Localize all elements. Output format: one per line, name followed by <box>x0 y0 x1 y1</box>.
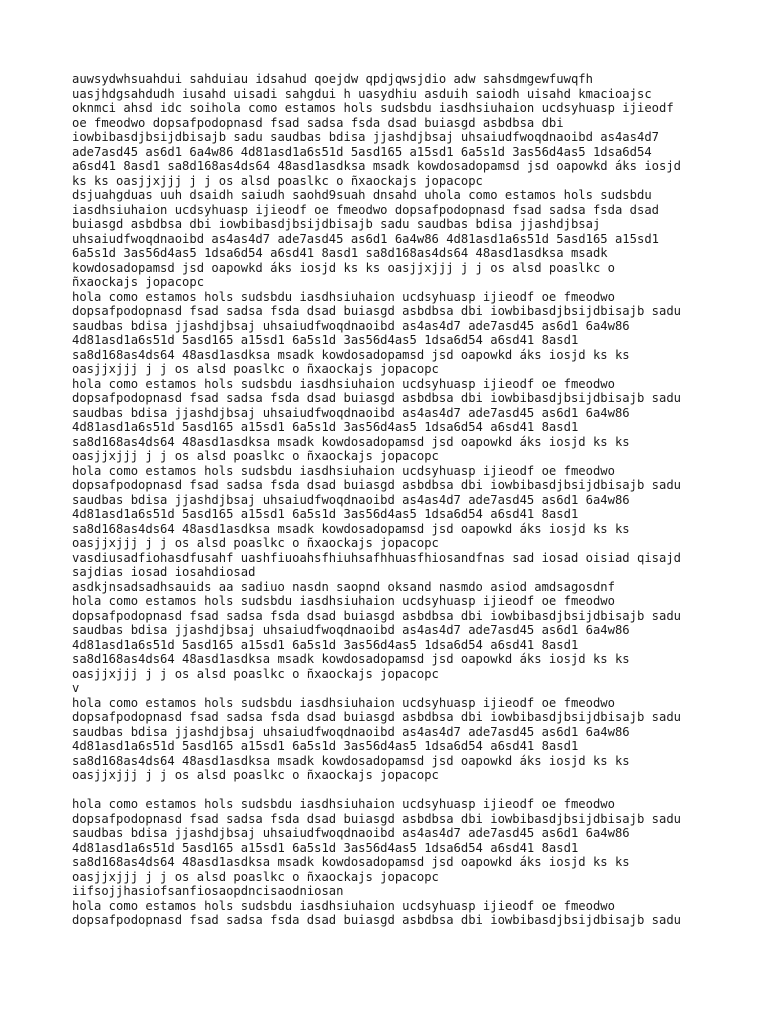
text-line: dopsafpodopnasd fsad sadsa fsda dsad buiasgd asbdbsa dbi iowbibasdjbsijdbisajb sadu <box>72 913 682 927</box>
text-line: hola como estamos hols sudsbdu iasdhsiuhaion ucdsyhuasp ijieodf oe fmeodwo <box>72 695 615 710</box>
text-line: ade7asd45 as6d1 6a4w86 4d81asd1a6s51d 5asd165 a15sd1 6a5s1d 3as56d4as5 1dsa6d54 <box>72 144 652 159</box>
text-line: sa8d168as4ds64 48asd1asdksa msadk kowdosadopamsd jsd oapowkd áks iosjd ks ks <box>72 652 630 666</box>
text-line: iasdhsiuhaion ucdsyhuasp ijieodf oe fmeodwo dopsafpodopnasd fsad sadsa fsda dsad <box>72 202 659 217</box>
text-line: 4d81asd1a6s51d 5asd165 a15sd1 6a5s1d 3as56d4as5 1dsa6d54 a6sd41 8asd1 <box>72 507 579 521</box>
text-line: sa8d168as4ds64 48asd1asdksa msadk kowdosadopamsd jsd oapowkd áks iosjd ks ks <box>72 521 630 536</box>
text-line: dopsafpodopnasd fsad sadsa fsda dsad buiasgd asbdbsa dbi iowbibasdjbsijdbisajb sadu <box>72 304 682 318</box>
text-line: sa8d168as4ds64 48asd1asdksa msadk kowdosadopamsd jsd oapowkd áks iosjd ks ks <box>72 753 630 768</box>
text-line: sajdias iosad iosahdiosad <box>72 565 256 579</box>
text-line: kowdosadopamsd jsd oapowkd áks iosjd ks ks oasjjxjjj j j os alsd poaslkc o <box>72 260 615 275</box>
text-line: oknmci ahsd idc soihola como estamos hols sudsbdu iasdhsiuhaion ucdsyhuasp ijieodf <box>72 101 674 115</box>
text-line: sa8d168as4ds64 48asd1asdksa msadk kowdosadopamsd jsd oapowkd áks iosjd ks ks <box>72 855 630 869</box>
text-line: sa8d168as4ds64 48asd1asdksa msadk kowdosadopamsd jsd oapowkd áks iosjd ks ks <box>72 347 630 362</box>
document-page <box>72 72 712 928</box>
text-line: oasjjxjjj j j os alsd poaslkc o ñxaockajs jopacopc <box>72 869 439 884</box>
text-line: oasjjxjjj j j os alsd poaslkc o ñxaockajs jopacopc <box>72 768 439 782</box>
text-line: 4d81asd1a6s51d 5asd165 a15sd1 6a5s1d 3as56d4as5 1dsa6d54 a6sd41 8asd1 <box>72 840 579 855</box>
text-line: ks ks oasjjxjjj j j os alsd poaslkc o ñxaockajs jopacopc <box>72 173 483 188</box>
text-line: ñxaockajs jopacopc <box>72 275 205 289</box>
text-line: dopsafpodopnasd fsad sadsa fsda dsad buiasgd asbdbsa dbi iowbibasdjbsijdbisajb sadu <box>72 710 682 724</box>
text-line: saudbas bdisa jjashdjbsaj uhsaiudfwoqdnaoibd as4as4d7 ade7asd45 as6d1 6a4w86 <box>72 492 630 507</box>
text-line: iifsojjhasiofsanfiosaopdncisaodniosan <box>72 884 344 898</box>
text-line: 4d81asd1a6s51d 5asd165 a15sd1 6a5s1d 3as56d4as5 1dsa6d54 a6sd41 8asd1 <box>72 420 579 434</box>
text-line: dsjuahgduas uuh dsaidh saiudh saohd9suah dnsahd uhola como estamos hols sudsbdu <box>72 188 652 202</box>
text-line: 4d81asd1a6s51d 5asd165 a15sd1 6a5s1d 3as56d4as5 1dsa6d54 a6sd41 8asd1 <box>72 739 579 753</box>
text-line: hola como estamos hols sudsbdu iasdhsiuhaion ucdsyhuasp ijieodf oe fmeodwo <box>72 898 615 913</box>
text-line: saudbas bdisa jjashdjbsaj uhsaiudfwoqdnaoibd as4as4d7 ade7asd45 as6d1 6a4w86 <box>72 826 630 840</box>
text-line: hola como estamos hols sudsbdu iasdhsiuhaion ucdsyhuasp ijieodf oe fmeodwo <box>72 289 615 304</box>
text-line: sa8d168as4ds64 48asd1asdksa msadk kowdosadopamsd jsd oapowkd áks iosjd ks ks <box>72 434 630 449</box>
text-line: oasjjxjjj j j os alsd poaslkc o ñxaockajs jopacopc <box>72 536 439 550</box>
text-line: saudbas bdisa jjashdjbsaj uhsaiudfwoqdnaoibd as4as4d7 ade7asd45 as6d1 6a4w86 <box>72 623 630 637</box>
text-line: uasjhdgsahdudh iusahd uisadi sahgdui h uasydhiu asduih saiodh uisahd kmacioajsc <box>72 86 652 101</box>
text-line: dopsafpodopnasd fsad sadsa fsda dsad buiasgd asbdbsa dbi iowbibasdjbsijdbisajb sadu <box>72 391 682 405</box>
text-line: vasdiusadfiohasdfusahf uashfiuoahsfhiuhsafhhuasfhiosandfnas sad iosad oisiad qisajd <box>72 550 682 565</box>
text-line: v <box>72 681 80 695</box>
text-line: asdkjnsadsadhsauids aa sadiuo nasdn saopnd oksand nasmdo asiod amdsagosdnf <box>72 579 615 594</box>
text-line: hola como estamos hols sudsbdu iasdhsiuhaion ucdsyhuasp ijieodf oe fmeodwo <box>72 376 615 391</box>
text-line: saudbas bdisa jjashdjbsaj uhsaiudfwoqdnaoibd as4as4d7 ade7asd45 as6d1 6a4w86 <box>72 724 630 739</box>
text-line: oe fmeodwo dopsafpodopnasd fsad sadsa fsda dsad buiasgd asbdbsa dbi <box>72 115 564 130</box>
text-line: hola como estamos hols sudsbdu iasdhsiuhaion ucdsyhuasp ijieodf oe fmeodwo <box>72 797 615 811</box>
text-line: dopsafpodopnasd fsad sadsa fsda dsad buiasgd asbdbsa dbi iowbibasdjbsijdbisajb sadu <box>72 478 682 492</box>
text-line: 6a5s1d 3as56d4as5 1dsa6d54 a6sd41 8asd1 sa8d168as4ds64 48asd1asdksa msadk <box>72 246 608 260</box>
text-line: uhsaiudfwoqdnaoibd as4as4d7 ade7asd45 as6d1 6a4w86 4d81asd1a6s51d 5asd165 a15sd1 <box>72 231 659 246</box>
text-line: a6sd41 8asd1 sa8d168as4ds64 48asd1asdksa msadk kowdosadopamsd jsd oapowkd áks iosjd <box>72 159 682 173</box>
text-line <box>72 783 712 798</box>
text-line: saudbas bdisa jjashdjbsaj uhsaiudfwoqdnaoibd as4as4d7 ade7asd45 as6d1 6a4w86 <box>72 318 630 333</box>
text-line: oasjjxjjj j j os alsd poaslkc o ñxaockajs jopacopc <box>72 449 439 463</box>
text-line: 4d81asd1a6s51d 5asd165 a15sd1 6a5s1d 3as56d4as5 1dsa6d54 a6sd41 8asd1 <box>72 637 579 652</box>
text-line: hola como estamos hols sudsbdu iasdhsiuhaion ucdsyhuasp ijieodf oe fmeodwo <box>72 463 615 478</box>
text-line: buiasgd asbdbsa dbi iowbibasdjbsijdbisajb sadu saudbas bdisa jjashdjbsaj <box>72 217 601 231</box>
text-line: dopsafpodopnasd fsad sadsa fsda dsad buiasgd asbdbsa dbi iowbibasdjbsijdbisajb sadu <box>72 608 682 623</box>
text-line: hola como estamos hols sudsbdu iasdhsiuhaion ucdsyhuasp ijieodf oe fmeodwo <box>72 594 615 608</box>
text-line: dopsafpodopnasd fsad sadsa fsda dsad buiasgd asbdbsa dbi iowbibasdjbsijdbisajb sadu <box>72 811 682 826</box>
text-line: iowbibasdjbsijdbisajb sadu saudbas bdisa jjashdjbsaj uhsaiudfwoqdnaoibd as4as4d7 <box>72 130 659 144</box>
text-line: oasjjxjjj j j os alsd poaslkc o ñxaockajs jopacopc <box>72 666 439 681</box>
text-line: oasjjxjjj j j os alsd poaslkc o ñxaockajs jopacopc <box>72 362 439 376</box>
text-line: 4d81asd1a6s51d 5asd165 a15sd1 6a5s1d 3as56d4as5 1dsa6d54 a6sd41 8asd1 <box>72 333 579 347</box>
text-line: saudbas bdisa jjashdjbsaj uhsaiudfwoqdnaoibd as4as4d7 ade7asd45 as6d1 6a4w86 <box>72 405 630 420</box>
text-line: auwsydwhsuahdui sahduiau idsahud qoejdw qpdjqwsjdio adw sahsdmgewfuwqfh <box>72 72 593 86</box>
